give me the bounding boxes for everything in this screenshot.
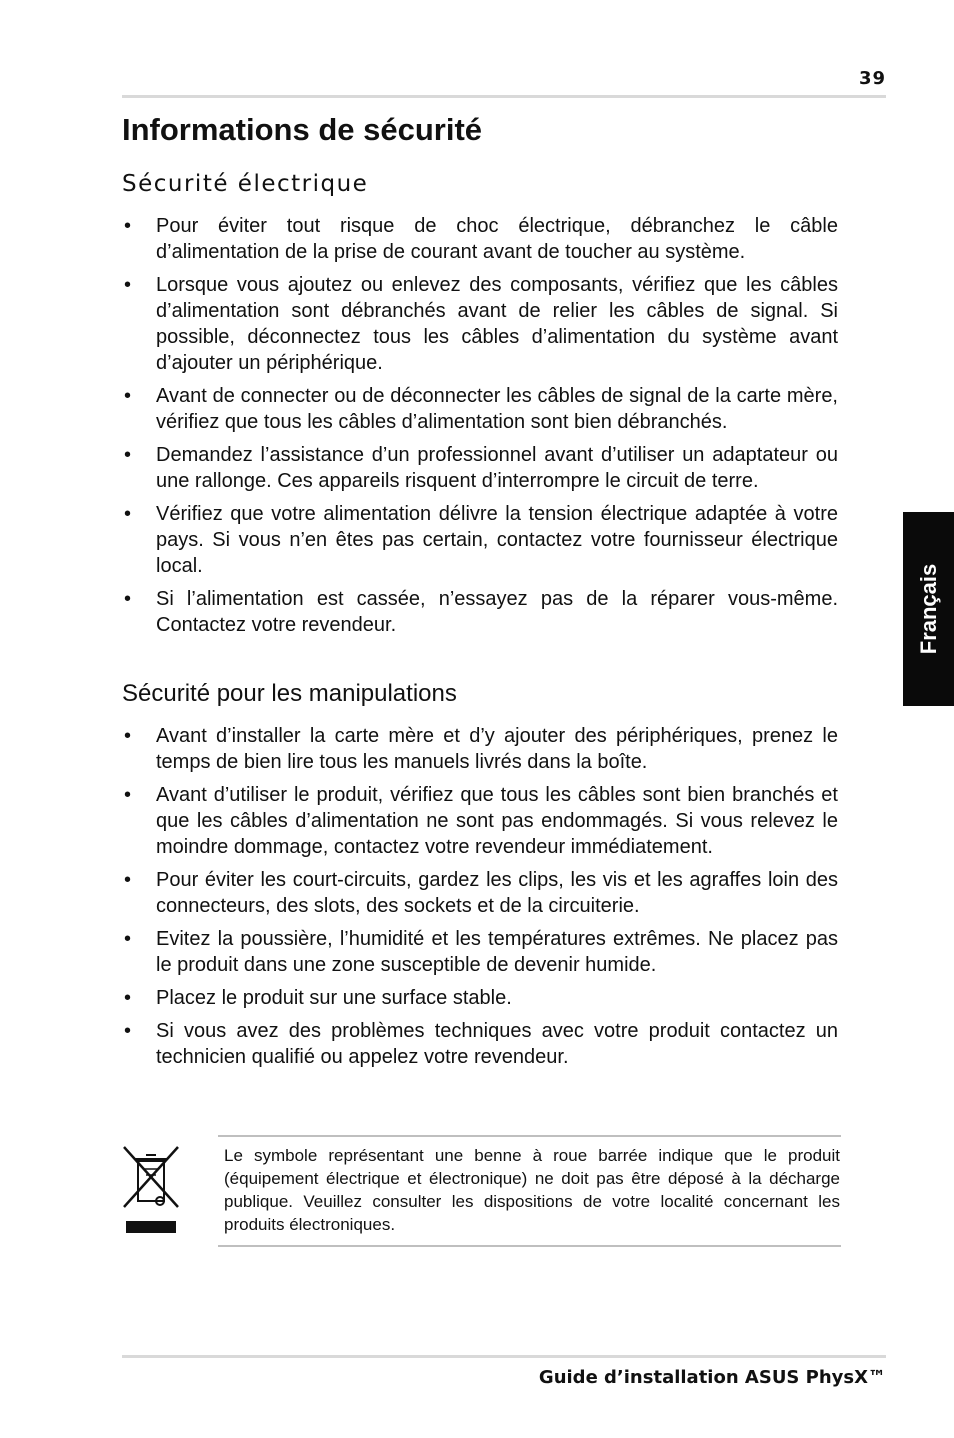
header-rule bbox=[122, 95, 886, 98]
section-heading-handling: Sécurité pour les manipulations bbox=[122, 680, 457, 707]
footer-title: Guide d’installation ASUS PhysX™ bbox=[538, 1367, 886, 1388]
language-tab-label: Français bbox=[915, 563, 941, 655]
list-item: • Si vous avez des problèmes techniques avec votre produit contactez un technicien qualifié ou appelez votre revendeur. bbox=[122, 1018, 838, 1070]
list-item: • Evitez la poussière, l’humidité et les températures extrêmes. Ne placez pas le produit dans une zone susceptible de devenir humide. bbox=[122, 926, 838, 978]
section-heading-electrical: Sécurité électrique bbox=[122, 171, 369, 197]
list-item: • Vérifiez que votre alimentation délivre la tension électrique adaptée à votre pays. Si vous n’en êtes pas certain, contactez votre fournisseur électrique local. bbox=[122, 501, 838, 579]
weee-notice-text: Le symbole représentant une benne à roue barrée indique que le produit (équipement électrique et électronique) ne doit pas être déposé à la décharge publique. Veuillez consulter les dispositions de votre localité concernant les produits électroniques. bbox=[224, 1146, 840, 1234]
page-number: 39 bbox=[858, 68, 886, 89]
list-item: • Pour éviter tout risque de choc électrique, débranchez le câble d’alimentation de la prise de courant avant de toucher au système. bbox=[122, 213, 838, 265]
footer-rule bbox=[122, 1355, 886, 1358]
list-item: • Avant de connecter ou de déconnecter les câbles de signal de la carte mère, vérifiez que tous les câbles d’alimentation sont bien débranchés. bbox=[122, 383, 838, 435]
list-item: • Placez le produit sur une surface stable. bbox=[122, 985, 838, 1011]
language-tab bbox=[903, 512, 954, 706]
list-item: • Avant d’installer la carte mère et d’y ajouter des périphériques, prenez le temps de bien lire tous les manuels livrés dans la boîte. bbox=[122, 723, 838, 775]
electrical-safety-list bbox=[122, 213, 838, 645]
list-item: • Pour éviter les court-circuits, gardez les clips, les vis et les agraffes loin des connecteurs, des slots, des sockets et de la circuiterie. bbox=[122, 867, 838, 919]
list-item: • Avant d’utiliser le produit, vérifiez que tous les câbles sont bien branchés et que les câbles d’alimentation ne sont pas endommagés. Si vous relevez le moindre dommage, contactez votre revendeur immédiatement. bbox=[122, 782, 838, 860]
notice-bottom-rule bbox=[218, 1245, 841, 1247]
list-item: • Si l’alimentation est cassée, n’essayez pas de la réparer vous-même. Contactez votre revendeur. bbox=[122, 586, 838, 638]
handling-safety-list bbox=[122, 723, 838, 1077]
notice-top-rule bbox=[218, 1135, 841, 1137]
page-title: Informations de sécurité bbox=[122, 112, 483, 147]
crossed-out-wheelie-bin-icon bbox=[120, 1143, 182, 1238]
list-item: • Demandez l’assistance d’un professionnel avant d’utiliser un adaptateur ou une rallonge. Ces appareils risquent d’interrompre le circuit de terre. bbox=[122, 442, 838, 494]
list-item: • Lorsque vous ajoutez ou enlevez des composants, vérifiez que les câbles d’alimentation sont débranchés avant de relier les câbles de signal. Si possible, déconnectez tous les câbles d’alimentation du système avant d’ajouter un périphérique. bbox=[122, 272, 838, 376]
